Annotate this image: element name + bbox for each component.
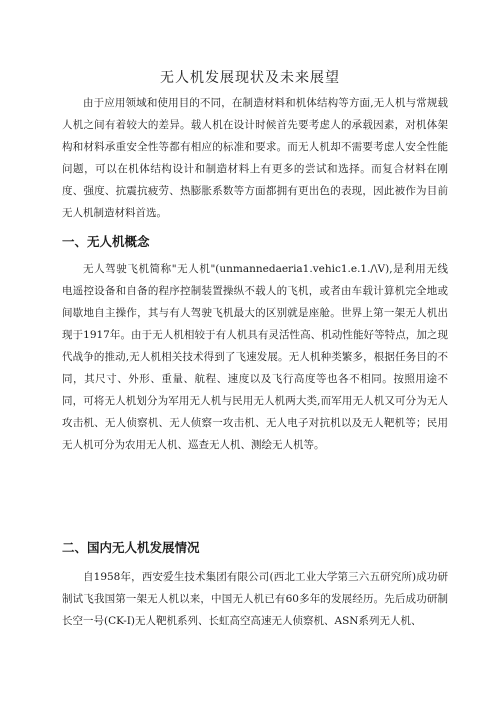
section-2-paragraph: 自1958年，西安爱生技术集团有限公司(西北工业大学第三六五研究所)成功研制试飞我国第一架无人机以来，中国无人机已有60多年的发展经历。先后成功研制长空一号(CK-I)无人靶机系列、长虹高空高速无人侦察机、ASN系列无人机、 [62,571,448,627]
intro-paragraph: 由于应用领域和使用目的不同，在制造材料和机体结构等方面,无人机与常规载人机之间有着较大的差异。载人机在设计时候首先要考虑人的承载因素，对机体架构和材料承重安全性等都有相应的标准和要求。而无人机却不需要考虑人安全性能问题，可以在机体结构设计和制造材料上有更多的尝试和选择。而复合材料在刚度、强度、抗震抗疲劳、热膨胀系数等方面都拥有更出色的表现，因此被作为目前无人机制造材料首选。 [62,97,448,219]
section-1-heading: 一、无人机概念 [62,234,150,249]
document-title: 无人机发展现状及未来展望 [160,70,340,86]
section-2-heading: 二、国内无人机发展情况 [62,540,200,555]
section-1-paragraph: 无人驾驶飞机简称"无人机"(unmannedaeria1.vehic1.e.1./\V),是利用无线电遥控设备和自备的程序控制装置操纵不载人的飞机，或者由车载计算机完全地或间歇地自主操作，其与有人驾驶飞机最大的区别就是座舱。世界上第一架无人机出现于1917年。由于无人机相较于有人机具有灵活性高、机动性能好等特点，加之现代战争的推动,无人机相关技术得到了飞速发展。无人机种类繁多，根据任务目的不同，其尺寸、外形、重量、航程、速度以及飞行高度等也各不相同。按照用途不同，可将无人机划分为军用无人机与民用无人机两大类,而军用无人机又可分为无人攻击机、无人侦察机、无人侦察一攻击机、无人电子对抗机以及无人靶机等；民用无人机可分为农用无人机、巡查无人机、测绘无人机等。 [62,263,448,451]
